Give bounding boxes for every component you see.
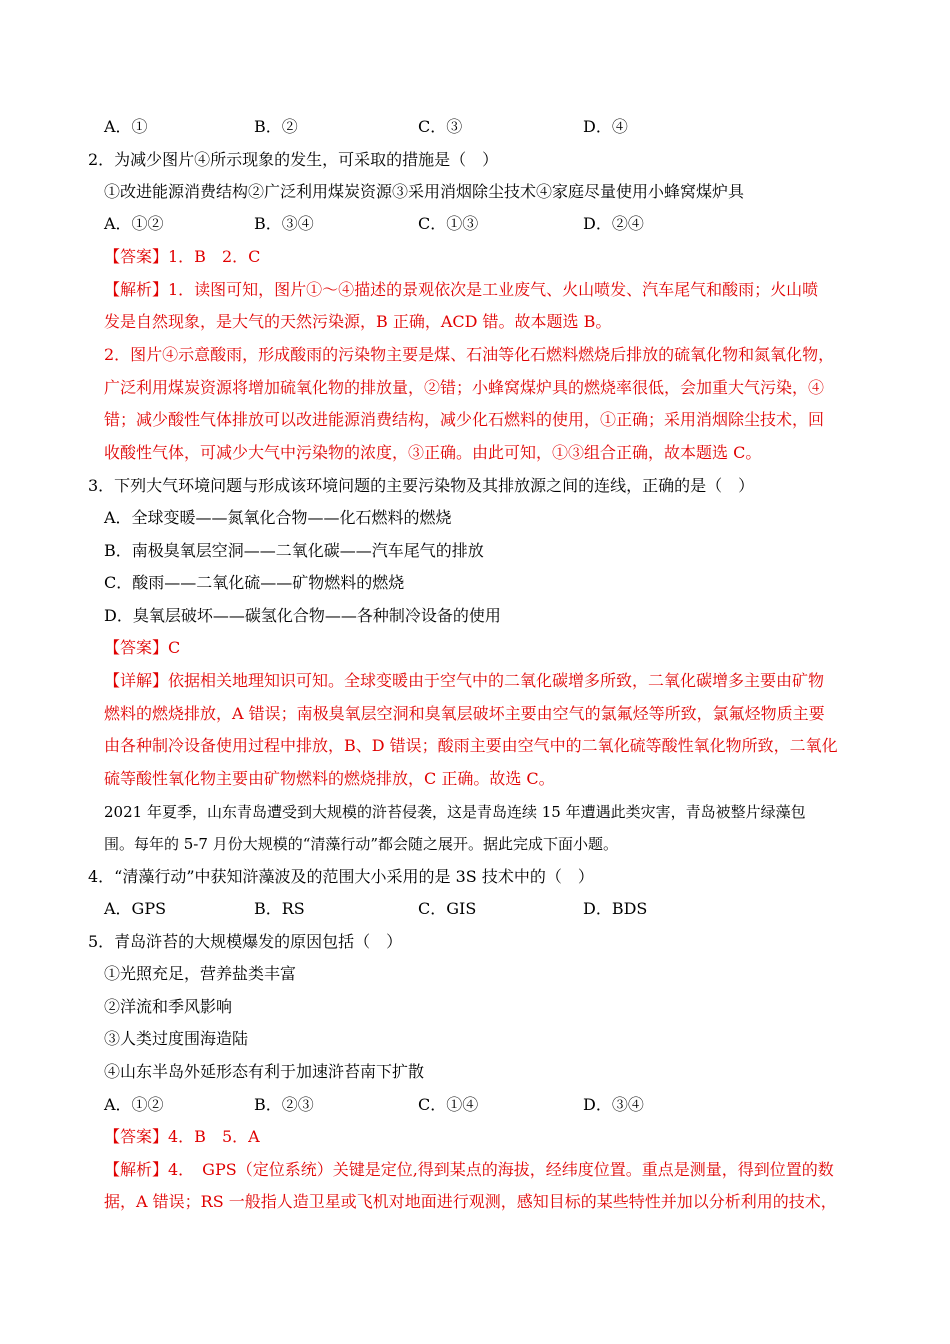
q2-option-c: C．①③ <box>418 214 479 233</box>
q4-option-b: B．RS <box>254 899 305 918</box>
q1-option-b: B．② <box>254 117 298 136</box>
q5-item: ④山东半岛外延形态有利于加速浒苔南下扩散 <box>104 1062 425 1081</box>
q3-option-c: C．酸雨——二氧化硫——矿物燃料的燃烧 <box>104 573 405 592</box>
explanation-1-2-line: 发是自然现象，是大气的天然污染源，B 正确，ACD 错。故本题选 B。 <box>104 312 612 331</box>
q2-option-a: A．①② <box>104 214 164 233</box>
q2-option-d: D．②④ <box>583 214 644 233</box>
explanation-1-2-line: 错；减少酸性气体排放可以改进能源消费结构，减少化石燃料的使用，①正确；采用消烟除尘技术，回 <box>104 410 825 429</box>
q5-item: ③人类过度围海造陆 <box>104 1029 249 1048</box>
explanation-1-2-line: 收酸性气体，可减少大气中污染物的浓度，③正确。由此可知，①③组合正确，故本题选 C。 <box>104 443 762 462</box>
q4-option-a: A．GPS <box>104 899 167 918</box>
explanation-3-line: 【详解】依据相关地理知识可知。全球变暖由于空气中的二氧化碳增多所致，二氧化碳增多主要由矿物 <box>104 671 825 690</box>
q3-stem: 3．下列大气环境问题与形成该环境问题的主要污染物及其排放源之间的连线，正确的是（ ） <box>88 476 755 495</box>
q1-option-c: C．③ <box>418 117 463 136</box>
q1-option-d: D．④ <box>583 117 628 136</box>
q2-items: ①改进能源消费结构②广泛利用煤炭资源③采用消烟除尘技术④家庭尽量使用小蜂窝煤炉具 <box>104 182 745 201</box>
explanation-3-line: 燃料的燃烧排放，A 错误；南极臭氧层空洞和臭氧层破坏主要由空气的氯氟烃等所致，氯氟烃物质主要 <box>104 704 825 723</box>
answer-4-5: 【答案】4．B 5．A <box>104 1127 260 1146</box>
explanation-1-2-line: 2．图片④示意酸雨，形成酸雨的污染物主要是煤、石油等化石燃料燃烧后排放的硫氧化物和氮氧化物， <box>104 345 835 364</box>
explanation-3-line: 硫等酸性氧化物主要由矿物燃料的燃烧排放，C 正确。故选 C。 <box>104 769 555 788</box>
passage-line: 围。每年的 5-7 月份大规模的“清藻行动”都会随之展开。据此完成下面小题。 <box>104 835 619 853</box>
q2-stem: 2．为减少图片④所示现象的发生，可采取的措施是（ ） <box>88 150 499 169</box>
q5-option-b: B．②③ <box>254 1095 314 1114</box>
explanation-4-5-line: 【解析】4． GPS（定位系统）关键是定位,得到某点的海拔，经纬度位置。重点是测量，得到位置的数 <box>104 1160 834 1179</box>
q3-option-d: D．臭氧层破坏——碳氢化合物——各种制冷设备的使用 <box>104 606 501 625</box>
q2-option-b: B．③④ <box>254 214 314 233</box>
answer-3: 【答案】C <box>104 638 181 657</box>
explanation-1-2-line: 【解析】1．读图可知，图片①～④描述的景观依次是工业废气、火山喷发、汽车尾气和酸雨；火山喷 <box>104 280 819 299</box>
q4-option-c: C．GIS <box>418 899 477 918</box>
q5-option-d: D．③④ <box>583 1095 644 1114</box>
explanation-3-line: 由各种制冷设备使用过程中排放，B、D 错误；酸雨主要由空气中的二氧化硫等酸性氧化物所致，二氧化 <box>104 736 838 755</box>
q4-option-d: D．BDS <box>583 899 648 918</box>
q3-option-a: A．全球变暖——氮氧化合物——化石燃料的燃烧 <box>104 508 452 527</box>
q5-option-a: A．①② <box>104 1095 164 1114</box>
q1-option-a: A．① <box>104 117 148 136</box>
q5-option-c: C．①④ <box>418 1095 479 1114</box>
q5-item: ②洋流和季风影响 <box>104 997 233 1016</box>
q5-item: ①光照充足，营养盐类丰富 <box>104 964 297 983</box>
q5-stem: 5．青岛浒苔的大规模爆发的原因包括（ ） <box>88 932 403 951</box>
explanation-4-5-line: 据，A 错误；RS 一般指人造卫星或飞机对地面进行观测，感知目标的某些特性并加以分析利用的技术， <box>104 1192 837 1211</box>
passage-line: 2021 年夏季，山东青岛遭受到大规模的浒苔侵袭，这是青岛连续 15 年遭遇此类灾害，青岛被整片绿藻包 <box>104 803 806 821</box>
q4-stem: 4．“清藻行动”中获知浒藻波及的范围大小采用的是 3S 技术中的（ ） <box>88 867 594 886</box>
answer-1-2: 【答案】1．B 2．C <box>104 247 261 266</box>
explanation-1-2-line: 广泛利用煤炭资源将增加硫氧化物的排放量，②错；小蜂窝煤炉具的燃烧率很低，会加重大气污染，④ <box>104 378 825 397</box>
q3-option-b: B．南极臭氧层空洞——二氧化碳——汽车尾气的排放 <box>104 541 484 560</box>
